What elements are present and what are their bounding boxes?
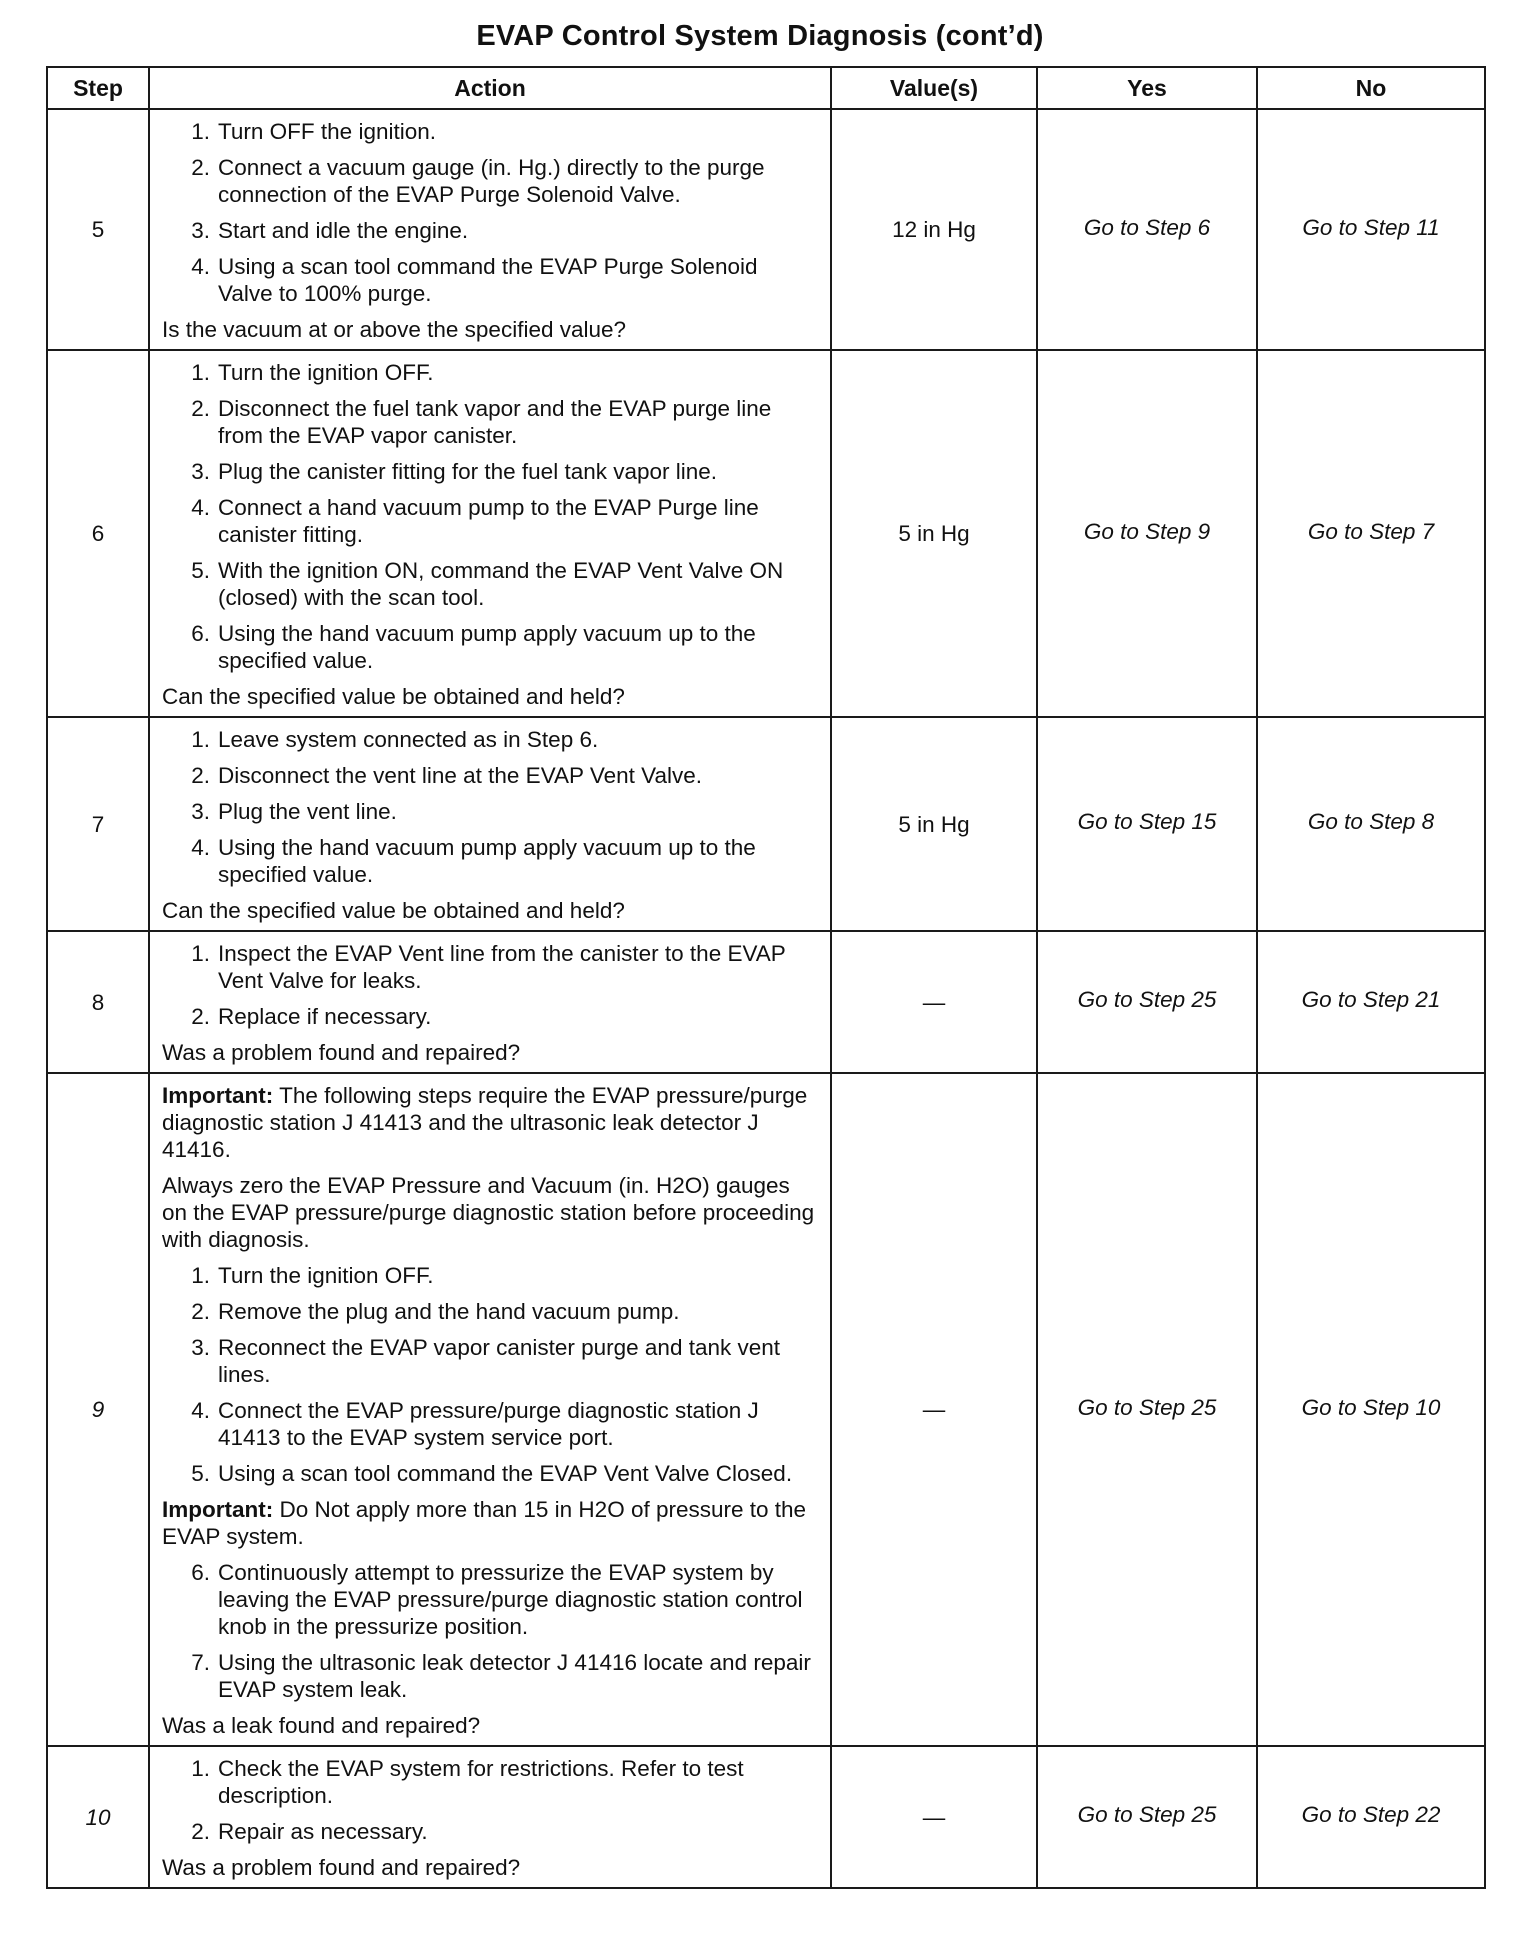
step-number: 9 — [47, 1073, 149, 1746]
note-text: The following steps require the EVAP pressure/purge diagnostic station J 41413 and the ultrasonic leak detector J 41416. — [162, 1083, 808, 1162]
table-body — [47, 109, 1485, 1888]
value-cell: 5 in Hg — [831, 717, 1037, 931]
action-step — [162, 1755, 818, 1809]
table-row — [47, 1746, 1485, 1888]
action-step-text: Using the ultrasonic leak detector J 41416 locate and repair EVAP system leak. — [218, 1650, 811, 1702]
action-step — [162, 762, 818, 789]
action-step — [162, 253, 818, 307]
yes-cell: Go to Step 6 — [1037, 109, 1257, 350]
action-step — [162, 557, 818, 611]
action-cell — [149, 109, 831, 350]
action-step-text: Start and idle the engine. — [218, 218, 469, 243]
yes-cell: Go to Step 9 — [1037, 350, 1257, 717]
table-row — [47, 350, 1485, 717]
action-step-number: 1. — [191, 1263, 210, 1288]
step-number: 8 — [47, 931, 149, 1073]
no-cell: Go to Step 11 — [1257, 109, 1485, 350]
action-step-number: 4. — [191, 1398, 210, 1423]
step-number: 7 — [47, 717, 149, 931]
action-step-text: Connect a hand vacuum pump to the EVAP Purge line canister fitting. — [218, 495, 759, 547]
action-step-text: With the ignition ON, command the EVAP Vent Valve ON (closed) with the scan tool. — [218, 558, 784, 610]
action-step — [162, 395, 818, 449]
action-step — [162, 118, 818, 145]
action-step — [162, 359, 818, 386]
value-cell: 12 in Hg — [831, 109, 1037, 350]
action-step-number: 3. — [191, 218, 210, 243]
table-row — [47, 1073, 1485, 1746]
note-paragraph — [162, 1172, 818, 1253]
action-step — [162, 1649, 818, 1703]
value-cell: — — [831, 1073, 1037, 1746]
yes-cell: Go to Step 25 — [1037, 931, 1257, 1073]
important-note — [162, 1082, 818, 1163]
action-step-number: 2. — [191, 155, 210, 180]
header-values: Value(s) — [831, 67, 1037, 109]
action-step — [162, 726, 818, 753]
action-step-text: Disconnect the vent line at the EVAP Vent Valve. — [218, 763, 703, 788]
no-cell: Go to Step 10 — [1257, 1073, 1485, 1746]
action-question: Was a leak found and repaired? — [162, 1713, 481, 1738]
action-question: Was a problem found and repaired? — [162, 1040, 521, 1065]
important-note — [162, 1496, 818, 1550]
action-step — [162, 620, 818, 674]
action-step-text: Using a scan tool command the EVAP Purge Solenoid Valve to 100% purge. — [218, 254, 758, 306]
no-cell: Go to Step 22 — [1257, 1746, 1485, 1888]
action-step-text: Using the hand vacuum pump apply vacuum up to the specified value. — [218, 835, 756, 887]
action-step — [162, 1298, 818, 1325]
action-question: Is the vacuum at or above the specified value? — [162, 317, 627, 342]
action-question: Can the specified value be obtained and held? — [162, 684, 625, 709]
action-step-number: 2. — [191, 1819, 210, 1844]
action-step — [162, 1397, 818, 1451]
value-cell: — — [831, 931, 1037, 1073]
header-step: Step — [47, 67, 149, 109]
action-step — [162, 798, 818, 825]
value-cell: 5 in Hg — [831, 350, 1037, 717]
yes-cell: Go to Step 25 — [1037, 1073, 1257, 1746]
action-step-number: 7. — [191, 1650, 210, 1675]
action-step-text: Plug the canister fitting for the fuel tank vapor line. — [218, 459, 718, 484]
action-cell — [149, 1073, 831, 1746]
action-step-number: 2. — [191, 396, 210, 421]
action-step — [162, 458, 818, 485]
yes-cell: Go to Step 15 — [1037, 717, 1257, 931]
action-step-number: 3. — [191, 459, 210, 484]
action-step — [162, 1334, 818, 1388]
action-step-number: 2. — [191, 1299, 210, 1324]
action-step-text: Continuously attempt to pressurize the EVAP system by leaving the EVAP pressure/purge diagnostic station control knob in the pressurize position. — [218, 1560, 803, 1639]
note-text: Do Not apply more than 15 in H2O of pressure to the EVAP system. — [162, 1497, 807, 1549]
action-step-number: 4. — [191, 254, 210, 279]
header-action: Action — [149, 67, 831, 109]
action-step-text: Disconnect the fuel tank vapor and the EVAP purge line from the EVAP vapor canister. — [218, 396, 772, 448]
action-step — [162, 1003, 818, 1030]
action-step-number: 1. — [191, 119, 210, 144]
note-text: Always zero the EVAP Pressure and Vacuum (in. H2O) gauges on the EVAP pressure/purge diagnostic station before proceeding with diagnosis. — [162, 1173, 815, 1252]
action-step-number: 1. — [191, 1756, 210, 1781]
action-step-text: Leave system connected as in Step 6. — [218, 727, 599, 752]
important-label: Important: — [162, 1497, 274, 1522]
step-number: 10 — [47, 1746, 149, 1888]
no-cell: Go to Step 21 — [1257, 931, 1485, 1073]
action-step-text: Connect a vacuum gauge (in. Hg.) directly to the purge connection of the EVAP Purge Solenoid Valve. — [218, 155, 765, 207]
action-step-number: 1. — [191, 941, 210, 966]
action-step — [162, 217, 818, 244]
table-row — [47, 931, 1485, 1073]
action-step-text: Using the hand vacuum pump apply vacuum up to the specified value. — [218, 621, 756, 673]
action-step-number: 1. — [191, 360, 210, 385]
step-number: 6 — [47, 350, 149, 717]
action-step-text: Inspect the EVAP Vent line from the canister to the EVAP Vent Valve for leaks. — [218, 941, 786, 993]
value-cell: — — [831, 1746, 1037, 1888]
action-question: Can the specified value be obtained and held? — [162, 898, 625, 923]
action-step-text: Using a scan tool command the EVAP Vent Valve Closed. — [218, 1461, 793, 1486]
table-row — [47, 717, 1485, 931]
action-step-text: Turn OFF the ignition. — [218, 119, 437, 144]
action-step-number: 4. — [191, 495, 210, 520]
action-step-number: 6. — [191, 621, 210, 646]
action-step — [162, 494, 818, 548]
table-header-row — [47, 67, 1485, 109]
action-step-number: 5. — [191, 558, 210, 583]
no-cell: Go to Step 8 — [1257, 717, 1485, 931]
action-step — [162, 154, 818, 208]
action-step-number: 1. — [191, 727, 210, 752]
action-step-number: 3. — [191, 1335, 210, 1360]
action-step — [162, 834, 818, 888]
action-step-text: Check the EVAP system for restrictions. Refer to test description. — [218, 1756, 744, 1808]
action-step-number: 4. — [191, 835, 210, 860]
action-step-number: 5. — [191, 1461, 210, 1486]
no-cell: Go to Step 7 — [1257, 350, 1485, 717]
action-cell — [149, 350, 831, 717]
action-step — [162, 1262, 818, 1289]
yes-cell: Go to Step 25 — [1037, 1746, 1257, 1888]
action-step-number: 6. — [191, 1560, 210, 1585]
action-step-text: Remove the plug and the hand vacuum pump. — [218, 1299, 680, 1324]
action-cell — [149, 931, 831, 1073]
action-step-number: 2. — [191, 763, 210, 788]
action-step-number: 3. — [191, 799, 210, 824]
action-step-text: Reconnect the EVAP vapor canister purge and tank vent lines. — [218, 1335, 781, 1387]
action-cell — [149, 1746, 831, 1888]
action-step — [162, 940, 818, 994]
action-step-text: Plug the vent line. — [218, 799, 397, 824]
action-step-text: Replace if necessary. — [218, 1004, 432, 1029]
action-step — [162, 1818, 818, 1845]
action-question: Was a problem found and repaired? — [162, 1855, 521, 1880]
action-step-text: Connect the EVAP pressure/purge diagnostic station J 41413 to the EVAP system service port. — [218, 1398, 759, 1450]
action-step — [162, 1559, 818, 1640]
action-step-text: Repair as necessary. — [218, 1819, 428, 1844]
header-no: No — [1257, 67, 1485, 109]
action-step-text: Turn the ignition OFF. — [218, 1263, 434, 1288]
action-step-text: Turn the ignition OFF. — [218, 360, 434, 385]
table-row — [47, 109, 1485, 350]
diagnosis-table — [46, 66, 1486, 1889]
action-cell — [149, 717, 831, 931]
action-step-number: 2. — [191, 1004, 210, 1029]
action-step — [162, 1460, 818, 1487]
step-number: 5 — [47, 109, 149, 350]
document-title: EVAP Control System Diagnosis (cont’d) — [476, 20, 1044, 52]
header-yes: Yes — [1037, 67, 1257, 109]
important-label: Important: — [162, 1083, 274, 1108]
